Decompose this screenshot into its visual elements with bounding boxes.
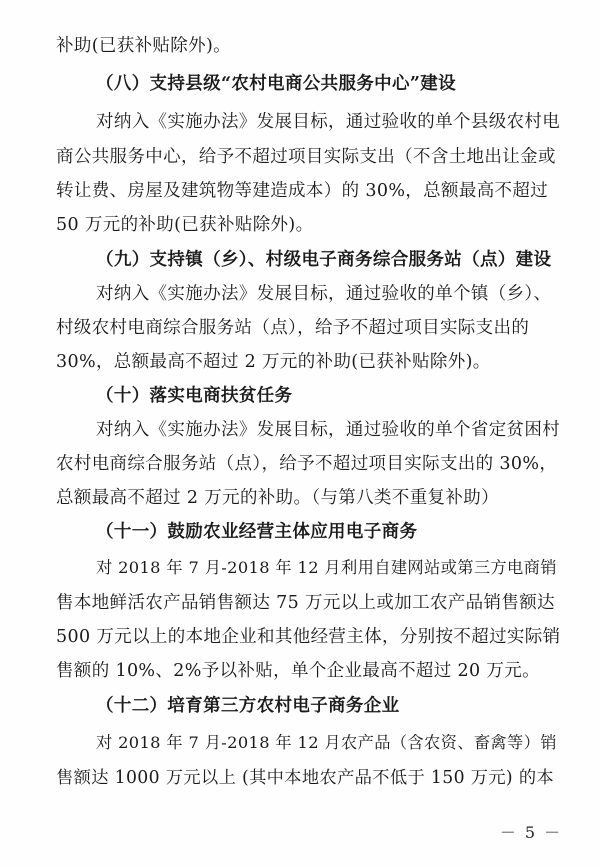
paragraph-line: 对 2018 年 7 月-2018 年 12 月利用自建网站或第三方电商销 xyxy=(96,558,557,577)
paragraph-line: 农村电商综合服务站（点），给予不超过项目实际支出的 30%， xyxy=(56,454,558,474)
paragraph-line: 售额的 10%、2%予以补贴，单个企业最高不超过 20 万元。 xyxy=(56,661,540,681)
paragraph-line: 村级农村电商综合服务站（点），给予不超过项目实际支出的 xyxy=(56,318,530,338)
paragraph-line: 对纳入《实施办法》发展目标，通过验收的单个县级农村电 xyxy=(96,112,561,132)
paragraph-line: 总额最高不超过 2 万元的补助。（与第八类不重复补助） xyxy=(56,488,499,508)
paragraph-line: 50 万元的补助(已获补贴除外)。 xyxy=(56,215,314,235)
section-heading: （八）支持县级“农村电商公共服务中心”建设 xyxy=(96,74,456,94)
paragraph-line: 30%，总额最高不超过 2 万元的补助(已获补贴除外)。 xyxy=(56,352,491,372)
paragraph-line: 商公共服务中心，给予不超过项目实际支出（不含土地出让金或 xyxy=(56,147,556,167)
paragraph-line: 对纳入《实施办法》发展目标，通过验收的单个镇（乡）、 xyxy=(96,284,552,304)
section-heading: （十）落实电商扶贫任务 xyxy=(96,386,293,406)
paragraph-line: 对纳入《实施办法》发展目标，通过验收的单个省定贫困村 xyxy=(96,420,561,440)
section-heading: （十一）鼓励农业经营主体应用电子商务 xyxy=(96,522,418,542)
paragraph-line: 售本地鲜活农产品销售额达 75 万元以上或加工农产品销售额达 xyxy=(56,593,555,613)
paragraph-line: 对 2018 年 7 月-2018 年 12 月农产品（含农资、畜禽等）销 xyxy=(96,733,557,752)
paragraph-line: 售额达 1000 万元以上 (其中本地农产品不低于 150 万元) 的本 xyxy=(56,768,555,788)
paragraph-line: 转让费、房屋及建筑物等建造成本）的 30%，总额最高不超过 xyxy=(56,181,549,201)
page-number: － 5 － xyxy=(499,823,563,842)
section-heading: （九）支持镇（乡）、村级电子商务综合服务站（点）建设 xyxy=(96,250,552,270)
paragraph-line: 补助(已获补贴除外)。 xyxy=(56,36,232,56)
paragraph-line: 500 万元以上的本地企业和其他经营主体，分别按不超过实际销 xyxy=(56,627,561,647)
section-heading: （十二）培育第三方农村电子商务企业 xyxy=(96,696,400,716)
